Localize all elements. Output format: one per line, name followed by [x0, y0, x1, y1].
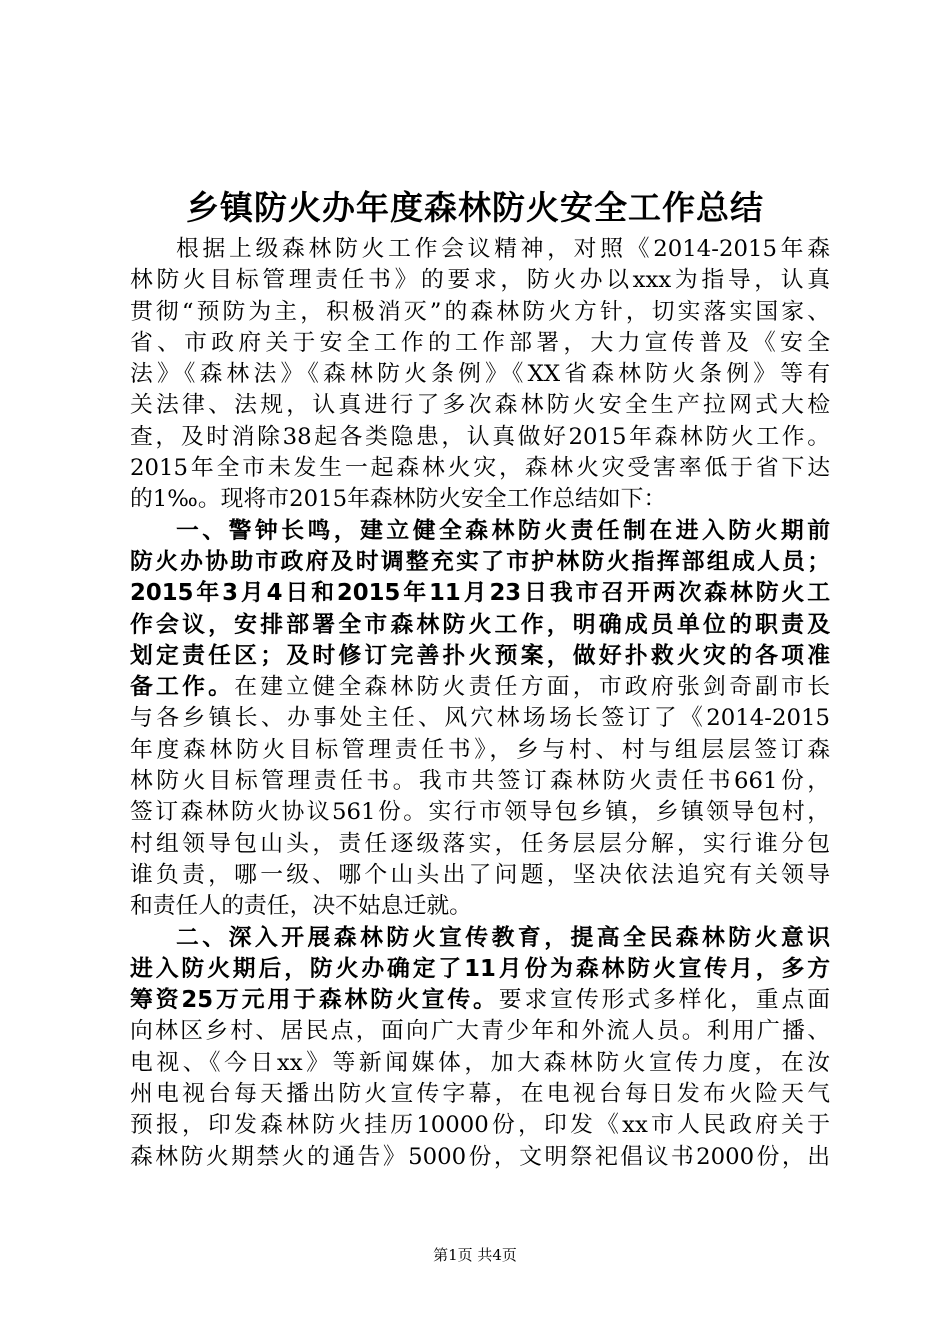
text-line: [130, 1110, 830, 1141]
document-body: [130, 234, 830, 1173]
text-line: [130, 1048, 830, 1079]
bold-text: 筹资25万元用于森林防火宣传。: [130, 987, 499, 1014]
body-text: 林防火目标管理责任书。我市共签订森林防火责任书661份，: [130, 768, 830, 795]
text-line: [130, 954, 830, 985]
bold-text: 作会议，安排部署全市森林防火工作，明确成员单位的职责及: [130, 611, 830, 638]
text-line: [130, 891, 830, 922]
text-line: [130, 422, 830, 453]
text-line: [130, 328, 830, 359]
bold-text: 二、深入开展森林防火宣传教育，提高全民森林防火意识: [176, 924, 830, 951]
page-footer: 第1页 共4页: [433, 1246, 517, 1264]
body-text: 村组领导包山头，责任逐级落实，任务层层分解，实行谁分包: [130, 830, 830, 857]
bold-text: 一、警钟长鸣，建立健全森林防火责任制在进入防火期前: [176, 517, 830, 544]
text-line: [130, 547, 830, 578]
bold-text: 划定责任区；及时修订完善扑火预案，做好扑救火灾的各项准: [130, 642, 830, 669]
body-text: 省、市政府关于安全工作的工作部署，大力宣传普及《安全: [130, 329, 830, 356]
body-text: 州电视台每天播出防火宣传字幕，在电视台每日发布火险天气: [130, 1081, 830, 1108]
body-text: 贯彻“预防为主，积极消灭”的森林防火方针，切实落实国家、: [130, 298, 830, 325]
body-text: 在建立健全森林防火责任方面，市政府张剑奇副市长: [234, 674, 831, 701]
text-line: [130, 641, 830, 672]
text-line: [130, 1016, 830, 1047]
text-line: [130, 1079, 830, 1110]
body-text: 谁负责，哪一级、哪个山头出了问题，坚决依法追究有关领导: [130, 861, 830, 888]
text-line: [130, 234, 830, 265]
document-title: 乡镇防火办年度森林防火安全工作总结: [186, 188, 764, 227]
paragraph: [130, 923, 830, 1173]
bold-text: 进入防火期后，防火办确定了11月份为森林防火宣传月，多方: [130, 955, 830, 982]
body-text: 向林区乡村、居民点，面向广大青少年和外流人员。利用广播、: [130, 1018, 830, 1045]
text-line: [130, 297, 830, 328]
text-line: [130, 578, 830, 609]
text-line: [130, 1142, 830, 1173]
text-line: [130, 390, 830, 421]
body-text: 签订森林防火协议561份。实行市领导包乡镇，乡镇领导包村，: [130, 799, 830, 826]
body-text: 的1‰。现将市2015年森林防火安全工作总结如下：: [130, 486, 667, 513]
text-line: [130, 359, 830, 390]
text-line: [130, 703, 830, 734]
text-line: [130, 516, 830, 547]
body-text: 年度森林防火目标管理责任书》，乡与村、村与组层层签订森: [130, 736, 830, 763]
text-line: [130, 985, 830, 1016]
body-text: 法》《森林法》《森林防火条例》《XX省森林防火条例》等有: [130, 361, 830, 388]
text-line: [130, 797, 830, 828]
body-text: 森林防火期禁火的通告》5000份，文明祭祀倡议书2000份，出: [130, 1143, 830, 1170]
paragraph: [130, 234, 830, 516]
bold-text: 2015年3月4日和2015年11月23日我市召开两次森林防火工: [130, 580, 830, 607]
text-line: [130, 484, 830, 515]
body-text: 与各乡镇长、办事处主任、风穴林场场长签订了《2014-2015: [130, 705, 830, 732]
text-line: [130, 453, 830, 484]
text-line: [130, 829, 830, 860]
text-line: [130, 672, 830, 703]
paragraph: [130, 516, 830, 923]
body-text: 查，及时消除38起各类隐患，认真做好2015年森林防火工作。: [130, 423, 830, 450]
text-line: [130, 735, 830, 766]
body-text: 关法律、法规，认真进行了多次森林防火安全生产拉网式大检: [130, 392, 830, 419]
body-text: 电视、《今日xx》等新闻媒体，加大森林防火宣传力度，在汝: [130, 1049, 830, 1076]
text-line: [130, 860, 830, 891]
body-text: 预报，印发森林防火挂历10000份，印发《xx市人民政府关于: [130, 1112, 830, 1139]
text-line: [130, 610, 830, 641]
body-text: 根据上级森林防火工作会议精神，对照《2014-2015年森: [176, 236, 830, 262]
text-line: [130, 923, 830, 954]
bold-text: 备工作。: [130, 674, 235, 701]
body-text: 要求宣传形式多样化，重点面: [498, 987, 830, 1014]
body-text: 2015年全市未发生一起森林火灾，森林火灾受害率低于省下达: [130, 455, 830, 482]
body-text: 林防火目标管理责任书》的要求，防火办以xxx为指导，认真: [130, 267, 830, 294]
text-line: [130, 265, 830, 296]
text-line: [130, 766, 830, 797]
bold-text: 防火办协助市政府及时调整充实了市护林防火指挥部组成人员；: [130, 548, 830, 575]
body-text: 和责任人的责任，决不姑息迁就。: [130, 893, 472, 920]
